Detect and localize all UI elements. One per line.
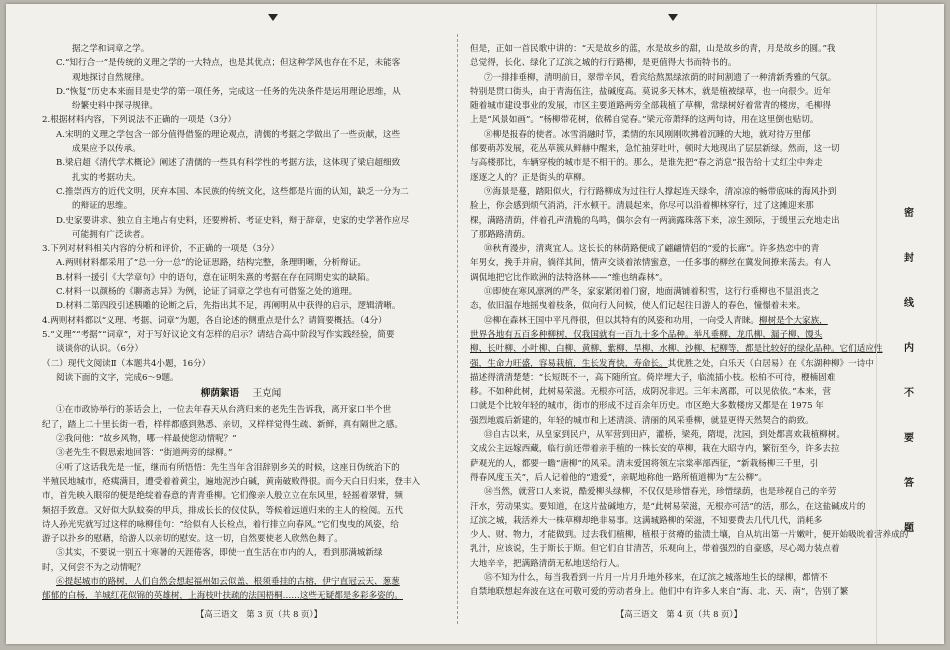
article-line: 总觉得，长化、绿化了辽滨之城的行行路柳，是更值得大书而特书的。 <box>470 58 737 69</box>
question-line: 3.下列对材料相关内容的分析和评价，不正确的一项是（3分） <box>42 244 280 255</box>
article-line: 汗水，劳动果实。要知道，在这片盐碱地方，是“此树易荣滋，无根亦可活”的活，那么，在这盐碱成片的 <box>470 501 866 512</box>
article-line: 大地辛辛，把满路清荫无私地送给行人。 <box>470 558 625 569</box>
question-line: C.推崇西方的近代文明，厌弃本国、本民族的传统文化，这些都是片面的认知，缺乏一分为二 <box>56 186 409 197</box>
seal-char: 要 <box>904 433 914 444</box>
question-line: B.材料一援引《大学章句》中的语句，意在证明朱熹的考据在存在同期史实的缺陷。 <box>56 272 375 283</box>
article-line: 柳、长叶柳、小叶柳、白柳、黄柳、紫柳、旱柳、水柳、沙柳、杞柳等，都是比较好的绿化品种。它们适应性 <box>470 344 883 355</box>
article-line: 棵，满路清荫，伴着孔声清脆的鸟鸣，偶尔会有一两滴露珠落下来，凉生颈际，于缓里云充地走出 <box>470 215 840 226</box>
question-line: 据之学和词章之学。 <box>72 44 150 54</box>
article-line: 年男女，挽手并肩，徜徉其间，情声交谈着浓情蜜意，一任多事的柳丝在冀发间撩来荡去。有人 <box>470 258 831 269</box>
article-line: 市，首先映入眼帘的便是绝绽着春意的青青垂柳。它们像亲人般立立在东风里，轻摇着翠臂，频 <box>42 491 403 502</box>
article-line: ⑮不知为什么，每当我看到一片月一片月升地外移来，在辽滨之城落地生长的绿柳，都情不 <box>484 572 828 583</box>
seal-char: 答 <box>904 478 914 489</box>
question-line: （二）现代文阅读Ⅱ（本题共4小题，16分） <box>42 358 211 369</box>
article-line: ④听了这话我先是一怔，继而有所悟悟：先生当年含泪辞别乡关的时候，这座日伪统治下的 <box>56 462 400 473</box>
right-page <box>470 42 909 602</box>
article-line: 游子以扑乡的慰藉，给游人以亲切的慰安。这一切，自然要使老人欣然色舞了。 <box>42 534 343 545</box>
article-line: 辽滨之城，栽活养大一株草柳却绝非易事。这满城路柳的荣滋，不知要费去几代几代，消耗多 <box>470 515 823 526</box>
article-line: 态，依旧温存地摇曳着枝条，似向行人问候，使人们记起往日游人的春色，憧憬着未来。 <box>470 301 806 312</box>
article-line: 了那路路清荫。 <box>470 229 531 240</box>
article-line: 半殖民地城市，疮痍满目，遭受着着黄尘，遍地泥沙白碱，黄南破败得很。而今天白日归来，登丰入 <box>42 476 421 487</box>
article-line: ①在市政协举行的茶话会上，一位去年春天从台湾归来的老先生告诉我，离开家口半个世 <box>56 405 392 416</box>
question-line: C.材料一以颜杨的《聊斋志异》为例，论证了词章之学也有可借鉴之处的道理。 <box>56 287 358 298</box>
article-line: 得春风度玉关”，后人记着他的“遗爱”，亲昵地称他一路所植道柳为“左公柳”。 <box>470 472 767 483</box>
seal-line-margin <box>876 4 945 644</box>
seal-char: 题 <box>904 523 914 534</box>
question-line: 2.根据材料内容，下列说法不正确的一项是（3分） <box>42 115 237 126</box>
question-line: 可能拥有广泛读者。 <box>72 229 150 240</box>
article-line: 文成公主远嫁西藏，临行前还带着亲手植的一株长安的草柳，栽在大昭寺内，繁衍至今，许多去拉 <box>470 444 840 455</box>
article-line: ⑭当然，就营口人来说，酷爱柳头绿柳，不仅仅是珍惜春光，珍惜绿荫，也是珍视自己的辛劳 <box>484 487 837 498</box>
question-line: 纷繁史料中探寻规律。 <box>72 101 158 112</box>
seal-char: 内 <box>904 343 914 354</box>
article-line: 强烈地震后新建的，年轻的城市和上述清淡、清丽的风采垂柳，就显更得天然契合的韵致。 <box>470 415 814 426</box>
seal-char: 密 <box>904 208 914 219</box>
article-body-left <box>42 403 440 603</box>
seal-char: 不 <box>904 388 914 399</box>
article-line: ⑤其实，不要说一别五十寒暑的天涯倦客，即使一直生活在市内的人，看到那满城新绿 <box>56 548 383 559</box>
registration-mark-left <box>268 14 278 21</box>
article-line: 萨观光的人，都要一瞻“唐柳”的风采。清末爱国将领左宗棠率部西征，“新栽杨柳三千里，引 <box>470 458 819 469</box>
article-line: 少人、财、物力，才能做到。过去我们植柳，植根于贫瘠的盐渍土壤，自从坑出第一片嫩叶，便开始吸吮着营养成的 <box>470 530 909 541</box>
left-page <box>42 42 440 602</box>
question-line: A.宋明的义理之学包含一部分值得借鉴的理论观点，清儒的考据之学做出了一些贡献，这些 <box>56 129 401 140</box>
article-line: ⑪即使在寒风凛冽的严冬，家家紧闭着门窗，地面满铺着积雪，这行行垂柳也不显沮丧之 <box>484 287 820 298</box>
article-line: ⑨海景是蔓，踏阳似火，行行路柳成为过往行人撑起连天绿伞，清凉凉的畅带底味的海风扑到 <box>484 186 837 197</box>
article-line: ⑬自古以来，从皇家到民户，从军营到田庐，灌桥，梁苑，隋堤，沈园，到处都喜欢栽植柳树。 <box>484 430 845 441</box>
article-line: 调侃地把它比作欧洲的法特洛林——“维也纳森林”。 <box>470 272 668 283</box>
article-line: ⑩秋育漫步，清爽宜人。这长长的林荫路便成了翩翩情侣的“爱的长廊”。许多热恋中的青 <box>484 244 820 255</box>
article-line: ⑧柳是报春的使者。冰雪消融时节，柔情的东风刚刚吹拂着沉睡的大地，就对待万里郁 <box>484 129 811 140</box>
article-line: ⑦一排排垂柳，清明前日，翠带辛风，看宾给熬黑绿浓荫的时间割遗了一种清新秀雅的气氛。 <box>484 72 837 83</box>
article-line: 特别是贯口街头，由于青海伍注，盐碱度高。莫说多天林木，就是植被绿草，也一向很少。近年 <box>470 86 831 97</box>
exam-sheet <box>6 4 944 644</box>
article-line: 强，生命力旺盛，容易栽植，生长发育快，寿命长。其优胜之处，白乐天（白居易）在《东湖种柳》一诗中 <box>470 358 874 369</box>
article-line: 郁要萌苏发展，花丛草簇从鲜赫中醒来，急忙抽芽吐叶，顿时大地现出了层层新绿。然而，这一切 <box>470 144 840 155</box>
article-line: 郁郁的白杨，羊城红花似锦的英雄树，上海枝叶扶疏的法国梧桐……这些无疑都是多彩多姿的。 <box>42 591 403 602</box>
question-line: B.梁启超《清代学术概论》阐述了清儒的一些具有科学性的考据方法，这体现了梁启超细致 <box>56 158 401 169</box>
article-line: 时，又何尝不为之动情呢？ <box>42 562 146 573</box>
article-line: 上是“风景如画”。“杨柳带花树，依稀自觉春。”梁元帝萧绎的这两句诗，用在这里倒也贴切。 <box>470 115 819 126</box>
question-line: 成果应予以传承。 <box>72 144 141 155</box>
article-title <box>42 387 440 401</box>
article-line: 描述得清清楚楚：“长短既不一，高下随所宜。倚岸埋大子，临流插小枝。松柏不可待，楩楠固难 <box>470 372 836 383</box>
article-line: 脸上，你会感到烦气消消，汗水顿干。清晨起来，你尽可以沿着柳林穿行，过了这摊迎来那 <box>470 201 814 212</box>
article-line: ②我问他：“故乡风物，哪一样最使您动情呢？” <box>56 434 237 445</box>
article-body-right <box>470 42 909 600</box>
question-line: D.“恢复”历史本来面目是史学的第一项任务，完成这一任务的先决条件是运用理论思维，从 <box>56 86 401 97</box>
article-line: 但是，正如一首民歌中讲的：“天是故乡的蓝，水是故乡的甜，山是故乡的青，月是故乡的圆。”我 <box>470 44 836 54</box>
underlined-text: 柳树是个大家族， <box>759 315 828 326</box>
registration-mark-right <box>668 14 678 21</box>
seal-char: 封 <box>904 253 914 264</box>
article-line: ⑥提起城市的路树，人们自然会想起福州如云似盖、根须垂挂的古榕，伊宁直冠云天、葱葱 <box>56 576 400 587</box>
article-line: 随着城市建设事业的发展，市区主要道路两旁全部栽植了草柳，常绿树好着常青的楼房，毛柳得 <box>470 101 831 112</box>
seal-line-text <box>899 204 919 564</box>
question-line: 谈谈你的认识。（6分） <box>56 344 144 355</box>
question-line: 扎实的考据功夫。 <box>72 172 141 183</box>
question-line: D.史家要讲求、独立自主地占有史料，还要辨析、考证史料，辩于辞章，史家的史学著作应尽 <box>56 215 410 226</box>
question-line: 5.“义理”“考据”“词章”，对于写好议论文有怎样的启示？请结合高中阶段写作实践经验，简要 <box>42 329 395 340</box>
article-line: 世界各地有五百多种柳树，仅我国就有一百九十多个品种。举凡垂柳、龙爪柳、漏子柳、馒头 <box>470 329 823 340</box>
article-line: 自禁地联想起奔波在这在可敬可爱的劳动者身上。他们中有许多人来自“海、北、天、南”，告别了繁 <box>470 587 849 598</box>
question-line: C.“知行合一”是传统的义理之学的一大特点，也是其优点；但这种学风也存在不足，未能客 <box>56 58 401 69</box>
article-line: 诗人孙光宪就写过这样的咏柳佳句：“给似有人长检点，着行排立向春风。”它们曳曳的风姿，给 <box>42 519 399 530</box>
article-line: 纪了，踏上二十里长街一看，样样都感到熟悉、亲切，又样样觉得生疏、新鲜，真有隔世之感。 <box>42 419 403 430</box>
article-line: 口就是个比较年轻的城市，街市的形成不过百余年历史。市区绝大多数楼房又都是在 1975 年 <box>470 401 824 412</box>
article-title-text: 柳荫絮语 <box>200 388 240 400</box>
seal-char: 线 <box>904 298 914 309</box>
question-line: D.材料二第四段引述胰雕的论断之后，先指出其不足，再阐明从中获得的启示，逻辑清晰。 <box>56 301 401 312</box>
page-footer-right: 【高三语文 第 4 页（共 8 页）】 <box>616 609 742 619</box>
question-line: 观地探讨自然规律。 <box>72 72 150 83</box>
question-line: 的辩证的思维。 <box>72 201 133 212</box>
article-line: 乳汁，应该说，生于斯长于斯。但它们自甘清苦，乐观向上，带着强烈的自豪感，尽心竭力装点着 <box>470 544 840 555</box>
left-question-lines <box>42 42 440 385</box>
question-line: A.两则材料都采用了“总一分一总”的论证思路，结构完整，条理明晰，分析辩证。 <box>56 258 366 269</box>
page-divider <box>457 34 458 624</box>
article-line: 移。不如种此树，此树易荣滋。无根亦可活，成阴况非迟。三年未离郡，可以见依依。”本来，营 <box>470 387 832 398</box>
article-line: ⑫柳在森林王国中平凡得很，但以其特有的风姿和功用，一向受人青睐。柳树是个大家族， <box>484 315 828 326</box>
question-line: 阅读下面的文字，完成6～9题。 <box>56 372 179 383</box>
question-line: 4.两则材料都以“义理、考据、词章”为题，各自论述的侧重点是什么？请简要概括。（4分） <box>42 315 387 326</box>
underlined-text: 强，生命力旺盛，容易栽植，生长发育快，寿命长。 <box>470 358 668 369</box>
article-line: 频招手致意。又好似大队蚊奏的甲兵，排成长长的仪仗队，等候着远道归来的主人的检阅。五代 <box>42 505 403 516</box>
page-footer-left: 【高三语文 第 3 页（共 8 页）】 <box>196 609 322 619</box>
article-author: 王克闻 <box>252 388 282 400</box>
article-line: 逐逐之人的？正是街头的草柳。 <box>470 172 591 183</box>
article-line: 与高楼那比，车辆穿梭的城市是不相干的。那么，是谁先把“春之消息”报告给十丈红尘中奔走 <box>470 158 823 169</box>
article-line: ③老先生不假思索地回答：“街道两旁的绿柳。” <box>56 448 233 459</box>
